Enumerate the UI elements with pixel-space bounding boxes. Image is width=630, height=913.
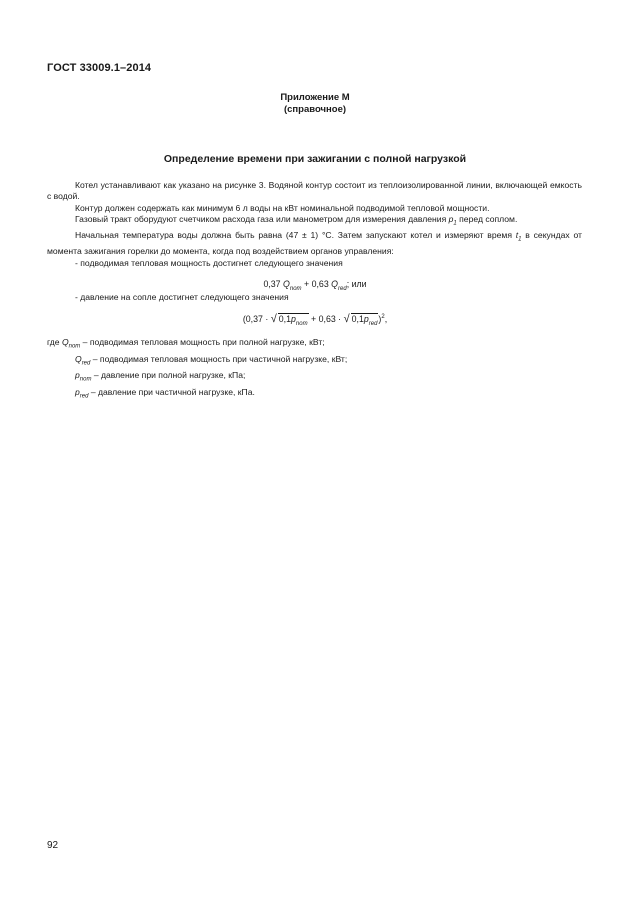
list-item-pressure: - давление на сопле достигнет следующего значения <box>75 292 289 303</box>
appendix-subtitle: (справочное) <box>283 104 347 115</box>
paragraph-4-text-b: в секундах от момента зажигания горелки до момента, когда под воздействием органов управления: <box>47 230 582 257</box>
formula-pressure-tail: , <box>384 314 388 324</box>
formula-power-var2: Q <box>331 279 339 289</box>
legend-row-qred <box>47 354 582 371</box>
time-variable: t <box>515 230 519 241</box>
pressure-variable: p <box>448 214 454 225</box>
radical-1-coef: 0,1 <box>278 314 291 324</box>
formula-pressure-power: 2 <box>381 314 385 321</box>
page-number: 92 <box>47 840 59 851</box>
appendix-title: Приложение М <box>280 92 350 103</box>
formula-pressure-close: ) <box>378 314 382 324</box>
formula-power-var1: Q <box>283 279 290 289</box>
paragraph-4 <box>47 230 582 258</box>
sqrt-icon: √ <box>270 313 277 325</box>
standard-code-header: ГОСТ 33009.1–2014 <box>47 62 152 74</box>
variable-legend <box>47 337 582 403</box>
formula-power-sub1: nom <box>289 285 302 292</box>
legend-sub: red <box>81 360 91 367</box>
paragraph-3-text-b: перед соплом. <box>456 214 518 225</box>
legend-sub: nom <box>79 376 92 383</box>
legend-text: – давление при полной нагрузке, кПа; <box>91 370 246 381</box>
legend-text: – подводимая тепловая мощность при частичной нагрузке, кВт; <box>90 353 348 364</box>
legend-row-pnom <box>47 370 582 387</box>
formula-power-sub2: red <box>338 285 347 292</box>
formula-pressure-open: (0,37 · <box>242 314 269 324</box>
sqrt-icon: √ <box>343 313 350 325</box>
legend-text: – давление при частичной нагрузке, кПа. <box>88 386 255 397</box>
radical-2-var: p <box>363 314 369 324</box>
paragraph-4-text-a: Начальная температура воды должна быть равна (47 ± 1) °С. Затем запускают котел и измеряют время <box>75 230 516 241</box>
legend-var: Q <box>75 353 82 364</box>
list-item-power: - подводимая тепловая мощность достигнет следующего значения <box>75 257 343 268</box>
radical-2-coef: 0,1 <box>351 314 364 324</box>
radical-1-var: p <box>291 314 296 324</box>
paragraph-2: Контур должен содержать как минимум 6 л воды на кВт номинальной подводимой тепловой мощности. <box>75 202 490 213</box>
paragraph-3-text-a: Газовый тракт оборудуют счетчиком расхода газа или манометром для измерения давления <box>75 214 449 225</box>
legend-var: p <box>75 386 80 397</box>
legend-sub: nom <box>68 343 81 350</box>
formula-power-tail: ; или <box>346 279 367 289</box>
pressure-subscript: 1 <box>453 220 457 227</box>
paragraph-3 <box>47 214 582 230</box>
formula-power-plus: + <box>304 279 310 289</box>
formula-power-coef1: 0,37 <box>263 279 281 289</box>
formula-power-coef2: 0,63 <box>311 279 329 289</box>
section-title: Определение времени при зажигании с полной нагрузкой <box>163 153 467 165</box>
formula-power <box>0 279 630 292</box>
formula-pressure-plus: + 0,63 · <box>311 314 342 324</box>
legend-row-qnom <box>47 337 582 354</box>
formula-pressure-radical-2 <box>351 313 382 327</box>
radical-2-sub: red <box>368 320 378 327</box>
legend-row-pred <box>47 387 582 404</box>
radical-1-sub: nom <box>295 320 308 327</box>
legend-var: Q <box>61 337 69 347</box>
legend-text: – подводимая тепловая мощность при полной нагрузке, кВт; <box>80 337 325 347</box>
formula-pressure-radical-1 <box>278 313 309 327</box>
legend-lead: где <box>47 337 62 347</box>
legend-var: p <box>75 370 80 381</box>
legend-sub: red <box>79 393 89 400</box>
paragraph-1: Котел устанавливают как указано на рисунке 3. Водяной контур состоит из теплоизолированной линии, включающей емкость с водой. <box>47 180 582 202</box>
formula-pressure <box>0 313 630 327</box>
time-subscript: 1 <box>518 237 522 244</box>
